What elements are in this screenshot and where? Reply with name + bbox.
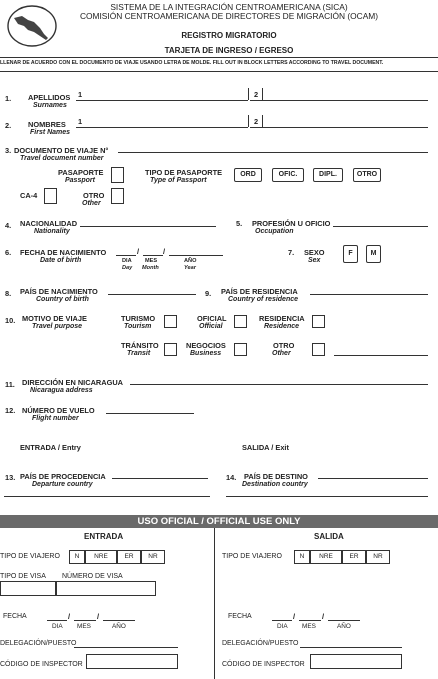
entry-date-label: FECHA bbox=[3, 613, 27, 620]
purpose-transit-sublabel: Transit bbox=[127, 350, 151, 357]
occupation-sublabel: Occupation bbox=[255, 228, 294, 235]
entry-visa-type-input[interactable] bbox=[0, 581, 56, 596]
ptype-ord[interactable]: ORD bbox=[234, 168, 262, 182]
purpose-official-checkbox[interactable] bbox=[234, 315, 247, 328]
header-line2: COMISIÓN CENTROAMERICANA DE DIRECTORES DE MIGRACIÓN (OCAM) bbox=[79, 11, 379, 21]
birth-day-input[interactable] bbox=[116, 255, 136, 256]
purpose-transit-label: TRÁNSITO bbox=[121, 341, 159, 350]
passport-sublabel: Passport bbox=[65, 177, 95, 184]
purpose-other-label: OTRO bbox=[273, 341, 295, 350]
purpose-residence-checkbox[interactable] bbox=[312, 315, 325, 328]
exit-inspector-input[interactable] bbox=[310, 654, 402, 669]
exit-month-caption: MES bbox=[302, 623, 316, 630]
flight-input[interactable] bbox=[106, 413, 194, 414]
entry-office-input[interactable] bbox=[74, 647, 178, 648]
surnames-label: APELLIDOS bbox=[28, 93, 71, 102]
entry-month-caption: MES bbox=[77, 623, 91, 630]
birthdate-label: FECHA DE NACIMIENTO bbox=[20, 248, 107, 257]
exit-year-input[interactable] bbox=[328, 620, 360, 621]
field-2-number: 2. bbox=[5, 121, 12, 130]
purpose-business-sublabel: Business bbox=[190, 350, 222, 357]
exit-month-input[interactable] bbox=[299, 620, 321, 621]
address-input[interactable] bbox=[130, 384, 428, 385]
exit-traveler-nr[interactable]: NR bbox=[366, 550, 390, 564]
bottom-rule-right bbox=[226, 496, 428, 497]
first-names-label: NOMBRES bbox=[28, 120, 66, 129]
name-2-mark: 2 bbox=[254, 117, 259, 126]
surname-2-input[interactable] bbox=[250, 100, 428, 101]
entry-traveler-n[interactable]: N bbox=[69, 550, 85, 564]
departure-country-input[interactable] bbox=[112, 478, 208, 479]
form-title: REGISTRO MIGRATORIO bbox=[181, 31, 277, 40]
purpose-other-input[interactable] bbox=[334, 355, 428, 356]
field-13-number: 13. bbox=[5, 473, 16, 482]
departure-country-sublabel: Departure country bbox=[32, 481, 93, 488]
birth-year-caption: AÑO bbox=[184, 258, 197, 264]
birth-year-input[interactable] bbox=[169, 255, 223, 256]
address-sublabel: Nicaragua address bbox=[30, 387, 93, 394]
nationality-input[interactable] bbox=[80, 226, 216, 227]
first-names-sublabel: First Names bbox=[30, 129, 71, 136]
exit-inspector-label: CÓDIGO DE INSPECTOR bbox=[222, 661, 305, 668]
instructions-top-rule bbox=[0, 57, 438, 58]
exit-office-label: DELEGACIÓN/PUESTO bbox=[222, 640, 299, 647]
purpose-business-label: NEGOCIOS bbox=[186, 341, 226, 350]
form-subtitle: TARJETA DE INGRESO / EGRESO bbox=[164, 46, 294, 55]
sex-label: SEXO bbox=[304, 248, 325, 257]
sex-female-option[interactable]: F bbox=[343, 245, 358, 263]
birth-year-caption-en: Year bbox=[184, 265, 196, 271]
birth-month-caption: MES bbox=[145, 258, 158, 264]
purpose-residence-sublabel: Residence bbox=[264, 323, 300, 330]
purpose-other-checkbox[interactable] bbox=[312, 343, 325, 356]
passport-checkbox[interactable] bbox=[111, 167, 124, 183]
surname-2-tick bbox=[262, 88, 263, 100]
purpose-tourism-label: TURISMO bbox=[121, 314, 156, 323]
exit-traveler-n[interactable]: N bbox=[294, 550, 310, 564]
surname-1-mark: 1 bbox=[78, 90, 83, 99]
birth-country-sublabel: Country of birth bbox=[36, 296, 89, 303]
header-line1: SISTEMA DE LA INTEGRACIÓN CENTROAMERICANA (SICA) bbox=[110, 2, 348, 12]
entry-visa-number-input[interactable] bbox=[56, 581, 156, 596]
exit-day-input[interactable] bbox=[272, 620, 292, 621]
nationality-sublabel: Nationality bbox=[34, 228, 70, 235]
flight-label: NÚMERO DE VUELO bbox=[22, 406, 95, 415]
birth-slash-2: / bbox=[163, 247, 166, 256]
birth-month-input[interactable] bbox=[143, 255, 163, 256]
destination-country-label: PAÍS DE DESTINO bbox=[244, 472, 308, 481]
other-doc-label: OTRO bbox=[83, 191, 105, 200]
residence-country-sublabel: Country of residence bbox=[228, 296, 299, 303]
surname-separator bbox=[248, 88, 249, 100]
nationality-label: NACIONALIDAD bbox=[20, 219, 78, 228]
field-11-number: 11. bbox=[5, 380, 15, 389]
exit-traveler-er[interactable]: ER bbox=[342, 550, 366, 564]
entry-office-label: DELEGACIÓN/PUESTO bbox=[0, 640, 77, 647]
flight-sublabel: Flight number bbox=[32, 415, 79, 422]
birth-slash-1: / bbox=[137, 247, 140, 256]
ptype-label: TIPO DE PASAPORTE bbox=[145, 168, 223, 177]
name-2-input[interactable] bbox=[250, 127, 428, 128]
departure-country-label: PAÍS DE PROCEDENCIA bbox=[20, 472, 106, 481]
ptype-otro[interactable]: OTRO bbox=[353, 168, 381, 182]
entry-traveler-nr[interactable]: NR bbox=[141, 550, 165, 564]
field-5-number: 5. bbox=[236, 219, 243, 228]
official-use-bar: USO OFICIAL / OFFICIAL USE ONLY bbox=[0, 515, 438, 528]
address-label: DIRECCIÓN EN NICARAGUA bbox=[22, 378, 124, 387]
field-7-number: 7. bbox=[288, 248, 295, 257]
destination-country-sublabel: Destination country bbox=[242, 481, 308, 488]
birth-day-caption-en: Day bbox=[122, 265, 133, 271]
entry-month-input[interactable] bbox=[74, 620, 96, 621]
ca4-label: CA-4 bbox=[20, 191, 38, 200]
field-9-number: 9. bbox=[205, 289, 212, 298]
surname-2-mark: 2 bbox=[254, 90, 259, 99]
exit-heading: SALIDA / Exit bbox=[242, 443, 289, 452]
purpose-other-sublabel: Other bbox=[272, 350, 291, 357]
passport-label: PASAPORTE bbox=[58, 168, 104, 177]
entry-traveler-er[interactable]: ER bbox=[117, 550, 141, 564]
exit-year-caption: AÑO bbox=[337, 623, 351, 630]
exit-date-label: FECHA bbox=[228, 613, 252, 620]
travel-doc-sublabel: Travel document number bbox=[20, 155, 104, 162]
travel-purpose-label: MOTIVO DE VIAJE bbox=[22, 314, 87, 323]
entry-year-caption: AÑO bbox=[112, 623, 126, 630]
birth-month-caption-en: Month bbox=[142, 265, 159, 271]
field-10-number: 10. bbox=[5, 316, 16, 325]
purpose-official-sublabel: Official bbox=[199, 323, 223, 330]
purpose-residence-label: RESIDENCIA bbox=[259, 314, 305, 323]
purpose-tourism-checkbox[interactable] bbox=[164, 315, 177, 328]
entry-inspector-input[interactable] bbox=[86, 654, 178, 669]
ca4-checkbox[interactable] bbox=[44, 188, 57, 204]
entry-day-caption: DIA bbox=[52, 623, 63, 630]
birth-day-caption: DIA bbox=[122, 258, 132, 264]
entry-traveler-nre[interactable]: NRE bbox=[85, 550, 117, 564]
field-8-number: 8. bbox=[5, 289, 12, 298]
bottom-rule-left bbox=[4, 496, 210, 497]
entry-year-input[interactable] bbox=[103, 620, 135, 621]
travel-doc-label: DOCUMENTO DE VIAJE N° bbox=[14, 146, 109, 155]
field-6-number: 6. bbox=[5, 248, 12, 257]
birth-country-input[interactable] bbox=[108, 294, 196, 295]
entry-day-input[interactable] bbox=[47, 620, 67, 621]
name-1-input[interactable] bbox=[76, 127, 248, 128]
field-14-number: 14. bbox=[226, 473, 237, 482]
occupation-input[interactable] bbox=[333, 226, 428, 227]
official-divider bbox=[214, 528, 215, 679]
entry-slash-2: / bbox=[97, 612, 100, 621]
name-2-tick bbox=[262, 115, 263, 127]
entry-inspector-label: CÓDIGO DE INSPECTOR bbox=[0, 661, 83, 668]
residence-country-label: PAÍS DE RESIDENCIA bbox=[221, 287, 298, 296]
other-doc-sublabel: Other bbox=[82, 200, 101, 207]
exit-traveler-type-label: TIPO DE VIAJERO bbox=[222, 553, 282, 560]
surnames-sublabel: Surnames bbox=[33, 102, 67, 109]
official-exit-heading: SALIDA bbox=[314, 532, 344, 541]
exit-slash-1: / bbox=[293, 612, 296, 621]
exit-slash-2: / bbox=[322, 612, 325, 621]
field-3-number: 3. bbox=[5, 146, 12, 155]
entry-visa-number-label: NÚMERO DE VISA bbox=[62, 573, 123, 580]
entry-visa-type-label: TIPO DE VISA bbox=[0, 573, 46, 580]
exit-office-input[interactable] bbox=[300, 647, 402, 648]
ptype-sublabel: Type of Passport bbox=[150, 177, 207, 184]
ptype-ofic[interactable]: OFIC. bbox=[272, 168, 304, 182]
travel-purpose-sublabel: Travel purpose bbox=[32, 323, 83, 330]
birth-country-label: PAÍS DE NACIMIENTO bbox=[20, 287, 98, 296]
other-doc-checkbox[interactable] bbox=[111, 188, 124, 204]
field-4-number: 4. bbox=[5, 221, 12, 230]
field-12-number: 12. bbox=[5, 406, 16, 415]
instructions-bottom-rule bbox=[0, 71, 438, 72]
surname-1-input[interactable] bbox=[76, 100, 248, 101]
exit-traveler-nre[interactable]: NRE bbox=[310, 550, 342, 564]
name-1-mark: 1 bbox=[78, 117, 83, 126]
exit-day-caption: DIA bbox=[277, 623, 288, 630]
official-entry-heading: ENTRADA bbox=[84, 532, 124, 541]
residence-country-input[interactable] bbox=[310, 294, 428, 295]
entry-traveler-type-label: TIPO DE VIAJERO bbox=[0, 553, 60, 560]
sex-male-option[interactable]: M bbox=[366, 245, 381, 263]
name-separator bbox=[248, 115, 249, 127]
occupation-label: PROFESIÓN U OFICIO bbox=[252, 219, 331, 228]
entry-heading: ENTRADA / Entry bbox=[20, 443, 81, 452]
birthdate-sublabel: Date of birth bbox=[40, 257, 82, 264]
field-1-number: 1. bbox=[5, 94, 12, 103]
entry-slash-1: / bbox=[68, 612, 71, 621]
travel-doc-input[interactable] bbox=[118, 152, 428, 153]
ptype-dipl[interactable]: DIPL. bbox=[313, 168, 343, 182]
purpose-business-checkbox[interactable] bbox=[234, 343, 247, 356]
destination-country-input[interactable] bbox=[318, 478, 428, 479]
purpose-tourism-sublabel: Tourism bbox=[124, 323, 152, 330]
purpose-transit-checkbox[interactable] bbox=[164, 343, 177, 356]
instructions-text: LLENAR DE ACUERDO CON EL DOCUMENTO DE VIAJE USANDO LETRA DE MOLDE. FILL OUT IN BLOCK LETTERS ACCORDING TO TRAVEL DOCUMENT. bbox=[0, 60, 384, 66]
sex-sublabel: Sex bbox=[308, 257, 321, 264]
purpose-official-label: OFICIAL bbox=[197, 314, 227, 323]
